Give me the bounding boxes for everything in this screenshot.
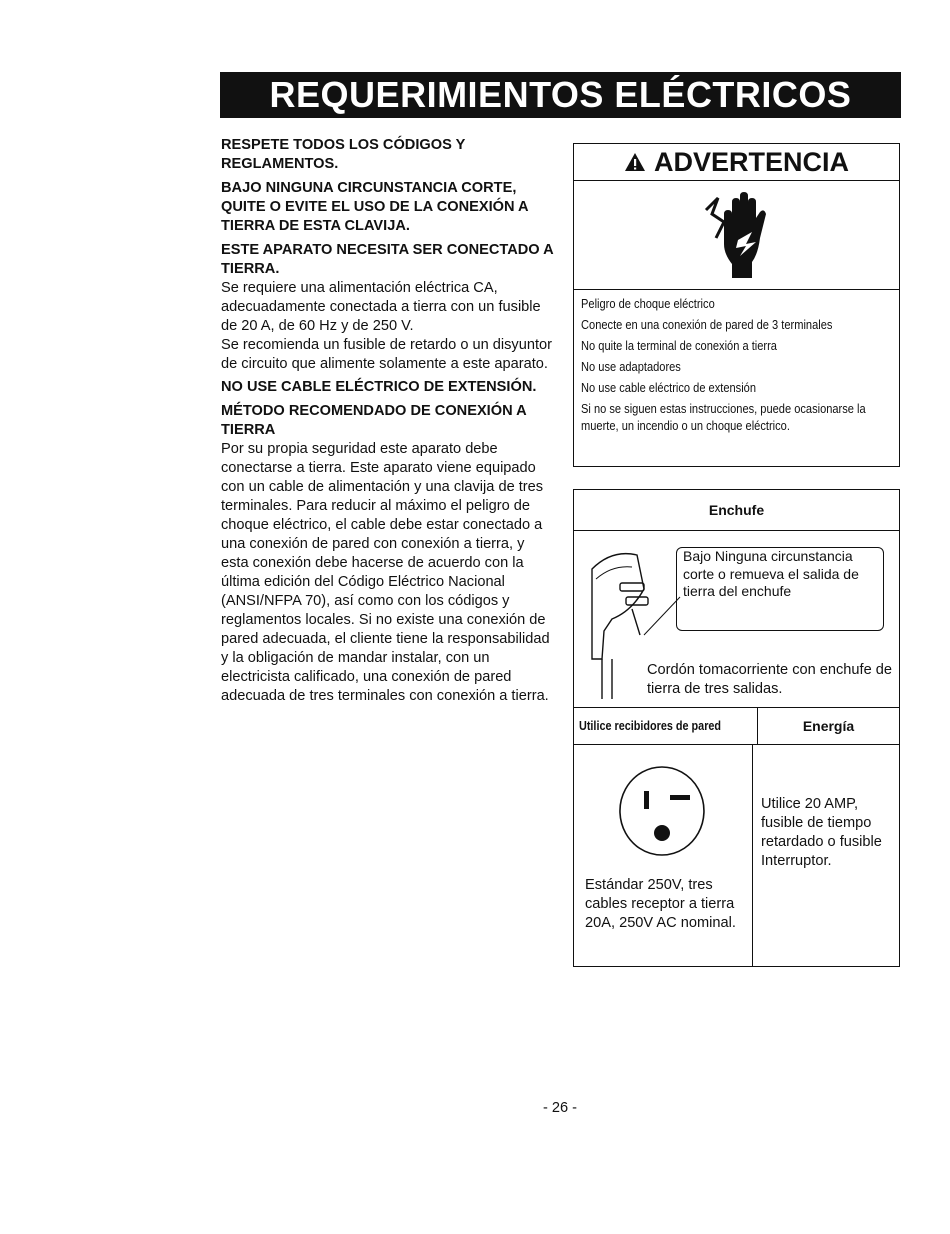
outlet-cell	[574, 745, 753, 966]
header-energy: Energía	[802, 718, 855, 734]
heading-grounding-warning: BAJO NINGUNA CIRCUNSTANCIA CORTE, QUITE O EVITE EL USO DE LA CONEXIÓN A TIERRA DE ESTA CLAVIJA.	[221, 180, 529, 234]
warning-item: Peligro de choque eléctrico	[581, 297, 715, 311]
heading-no-extension: NO USE CABLE ELÉCTRICO DE EXTENSIÓN.	[221, 379, 537, 395]
page-title: REQUERIMIENTOS ELÉCTRICOS	[220, 72, 901, 118]
instructions-column	[221, 136, 556, 706]
outlet-receptacle-icon	[616, 763, 708, 859]
warning-item: No quite la terminal de conexión a tierra	[581, 339, 777, 353]
outlet-table-body	[574, 745, 899, 966]
page-number: - 26 -	[542, 1100, 578, 1116]
energy-text: Utilice 20 AMP, fusible de tiempo retardado o fusible Interruptor.	[761, 796, 882, 869]
plug-illustration-area	[574, 531, 899, 708]
plug-callout: Bajo Ninguna circunstancia corte o remueva el salida de tierra del enchufe	[676, 547, 884, 631]
header-wall-receptacles: Utilice recibidores de pared	[574, 708, 758, 744]
cord-description: Cordón tomacorriente con enchufe de tierra de tres salidas.	[647, 662, 893, 697]
warning-triangle-icon	[624, 151, 646, 173]
warning-title: ADVERTENCIA	[653, 146, 849, 177]
warning-header	[574, 144, 899, 181]
standard-receptacle-text: Estándar 250V, tres cables receptor a tierra 20A, 250V AC nominal.	[585, 877, 736, 931]
warning-list	[574, 290, 889, 435]
plug-header: Enchufe	[574, 490, 899, 531]
paragraph-fuse: Se recomienda un fusible de retardo o un disyuntor de circuito que alimente solamente a este aparato.	[221, 337, 552, 372]
heading-ground-required: ESTE APARATO NECESITA SER CONECTADO A TIERRA.	[221, 242, 554, 277]
paragraph-power-supply: Se requiere una alimentación eléctrica CA, adecuadamente conectada a tierra con un fusible de 20 A, de 60 Hz y de 250 V.	[221, 280, 541, 334]
paragraph-grounding-method: Por su propia seguridad este aparato debe conectarse a tierra. Este aparato viene equipado con un cable de alimentación y una clavija de tres terminales. Para reducir al máximo el peligro de choque eléctrico, el cable debe estar conectado a una conexión de pared con conexión a tierra, y esta conexión debe hacerse de acuerdo con la última edición del Código Eléctrico Nacional (ANSI/NFPA 70), así como con los códigos y reglamentos locales. Si no existe una conexión de pared adecuada, el cliente tiene la responsabilidad y la obligación de mandar instalar, con un electricista calificado, una conexión de pared adecuada de tres terminales con conexión a tierra.	[221, 441, 550, 704]
warning-item: No use adaptadores	[581, 360, 681, 374]
heading-grounding-method: MÉTODO RECOMENDADO DE CONEXIÓN A TIERRA	[221, 403, 527, 438]
outlet-table-header	[574, 708, 899, 745]
warning-box	[573, 143, 900, 467]
heading-codes: RESPETE TODOS LOS CÓDIGOS Y REGLAMENTOS.	[221, 137, 466, 172]
warning-item: No use cable eléctrico de extensión	[581, 381, 757, 395]
shock-hand-icon	[574, 181, 899, 290]
warning-item: Si no se siguen estas instrucciones, puede ocasionarse la muerte, un incendio o un choque eléctrico.	[581, 402, 866, 433]
energy-cell	[753, 745, 899, 966]
plug-box	[573, 489, 900, 967]
warning-item: Conecte en una conexión de pared de 3 terminales	[581, 318, 833, 332]
